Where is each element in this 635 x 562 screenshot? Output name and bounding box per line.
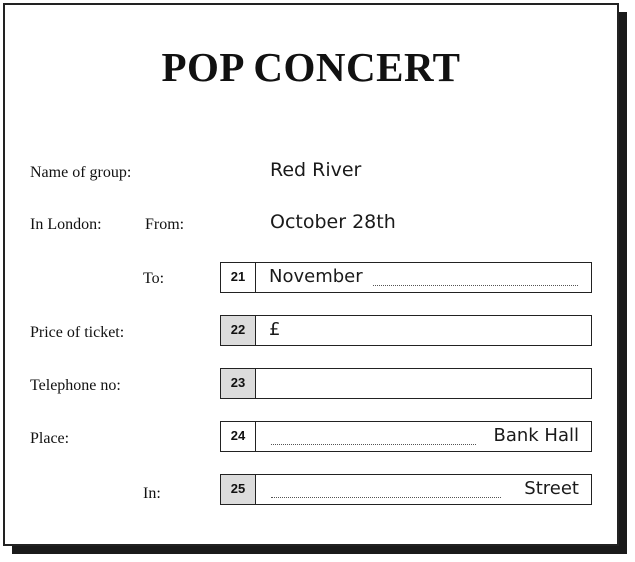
- form-title: POP CONCERT: [161, 44, 461, 90]
- question-number-22: 22: [221, 316, 256, 345]
- to-label: To:: [143, 270, 165, 287]
- from-label: From:: [145, 216, 185, 233]
- answer-field-23[interactable]: [220, 368, 592, 399]
- answer-21-dotted-line: [373, 285, 578, 286]
- answer-21-value: November: [269, 266, 363, 287]
- from-value: October 28th: [270, 211, 396, 233]
- price-label: Price of ticket:: [30, 324, 125, 341]
- answer-25-dotted-line: [271, 497, 501, 498]
- telephone-label: Telephone no:: [30, 377, 121, 394]
- group-label: Name of group:: [30, 164, 132, 181]
- question-number-23: 23: [221, 369, 256, 398]
- question-number-21: 21: [221, 263, 256, 292]
- answer-22-value: £: [269, 319, 281, 340]
- question-number-25: 25: [221, 475, 256, 504]
- place-label: Place:: [30, 430, 70, 447]
- form-card: [3, 3, 619, 546]
- group-value: Red River: [270, 159, 362, 181]
- answer-field-24[interactable]: [220, 421, 592, 452]
- answer-24-value: Bank Hall: [493, 425, 579, 446]
- question-number-24: 24: [221, 422, 256, 451]
- answer-field-21[interactable]: [220, 262, 592, 293]
- answer-field-22[interactable]: [220, 315, 592, 346]
- answer-field-25[interactable]: [220, 474, 592, 505]
- london-label: In London:: [30, 216, 102, 233]
- answer-25-value: Street: [524, 478, 579, 499]
- in-label: In:: [143, 485, 161, 502]
- answer-24-dotted-line: [271, 444, 476, 445]
